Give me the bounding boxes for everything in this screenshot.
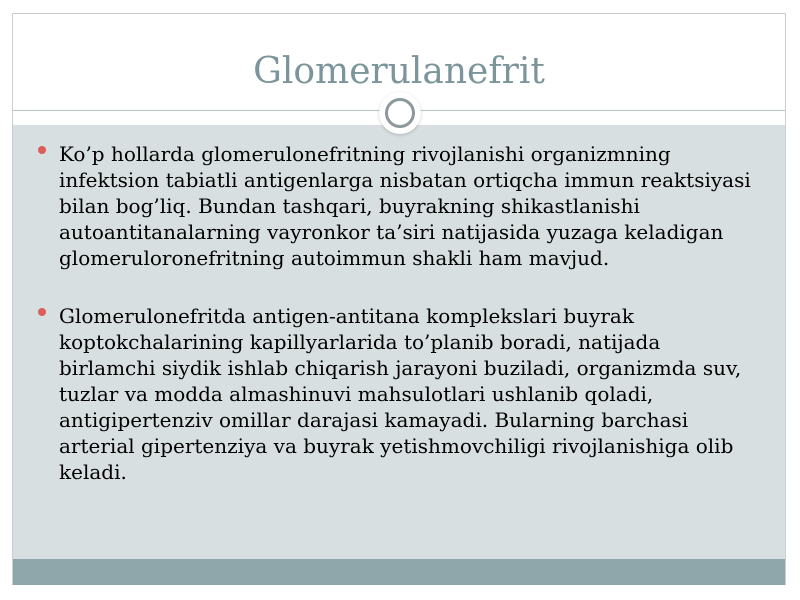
bullet-text: Glomerulonefritda antigen-antitana komplekslari buyrak koptokchalarining kapillyarlarida to’planib boradi, natijada birlamchi siydik ishlab chiqarish jarayoni buziladi, organizmda suv, tuzlar va modda almashinuvi mahsulotlari ushlanib qoladi, antigipertenziv omillar darajasi kamayadi. Bularning barchasi arterial gipertenziya va buyrak yetishmovchiligi rivojlanishiga olib keladi. — [59, 304, 742, 484]
circle-ornament-icon — [379, 92, 421, 134]
bullet-text: Ko’p hollarda glomerulonefritning rivojlanishi organizmning infektsion tabiatli antigenlarga nisbatan ortiqcha immun reaktsiyasi bilan bog’liq. Bundan tashqari, buyrakning shikastlanishi autoantitanalarning vayronkor ta’siri natijasida yuzaga keladigan glomeruloronefritning autoimmun shakli ham mavjud. — [59, 142, 751, 270]
bullet-dot-icon — [38, 146, 46, 154]
bullet-item — [38, 141, 760, 271]
footer-band — [13, 559, 785, 585]
bullet-dot-icon — [38, 308, 46, 316]
bullet-list — [38, 141, 760, 517]
slide-title: Glomerulanefrit — [253, 51, 545, 92]
bullet-item — [38, 303, 760, 485]
